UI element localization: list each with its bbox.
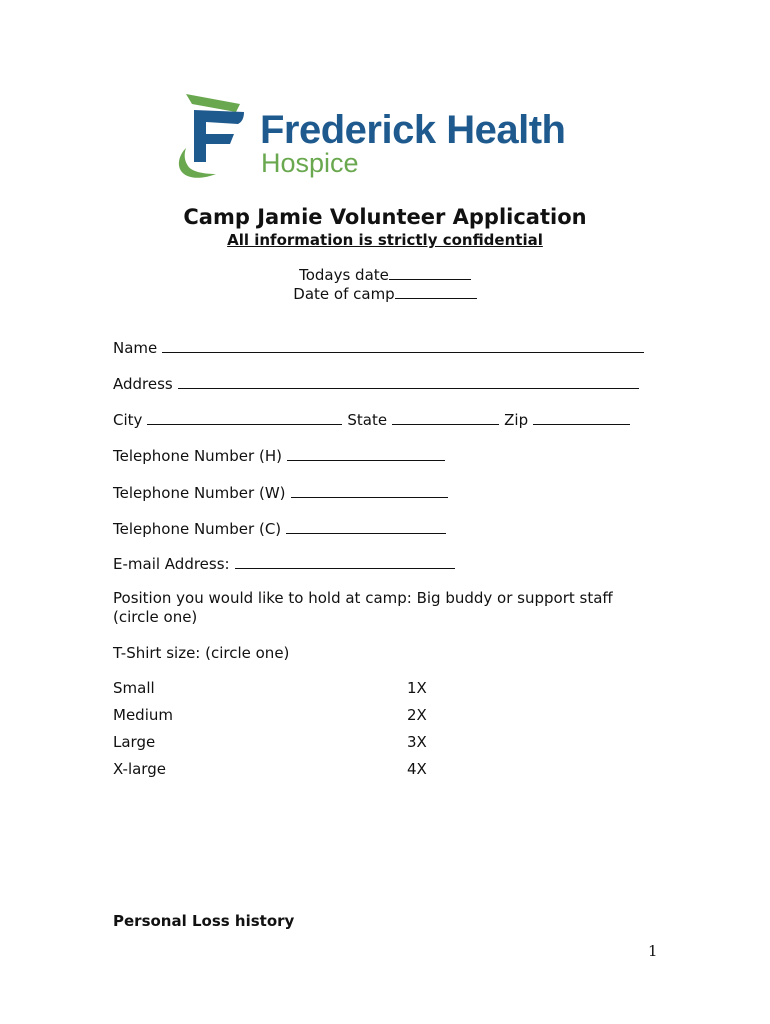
- size-option[interactable]: 1X: [407, 679, 427, 697]
- size-option[interactable]: Large: [113, 733, 156, 751]
- size-option[interactable]: 4X: [407, 760, 427, 778]
- tel-work-row: [113, 482, 448, 502]
- form-title: Camp Jamie Volunteer Application: [183, 205, 587, 229]
- name-label: Name: [113, 339, 158, 357]
- size-option[interactable]: 2X: [407, 706, 427, 724]
- tel-home-row: [113, 445, 445, 465]
- size-option[interactable]: 3X: [407, 733, 427, 751]
- address-label: Address: [113, 375, 173, 393]
- tel-work-label: Telephone Number (W): [113, 484, 286, 502]
- size-option[interactable]: Medium: [113, 706, 173, 724]
- tel-home-label: Telephone Number (H): [113, 447, 282, 465]
- todays-date-row: [0, 264, 770, 284]
- todays-date-field[interactable]: [389, 264, 471, 280]
- tel-cell-row: [113, 518, 446, 538]
- zip-field[interactable]: [533, 409, 630, 425]
- tel-cell-label: Telephone Number (C): [113, 520, 282, 538]
- address-row: [113, 373, 639, 393]
- form-subtitle: All information is strictly confidential: [227, 231, 543, 249]
- zip-label: Zip: [504, 411, 529, 429]
- page-number: 1: [648, 942, 658, 960]
- city-state-zip-row: [113, 409, 630, 429]
- date-of-camp-row: [0, 283, 770, 303]
- city-field[interactable]: [147, 409, 342, 425]
- size-option[interactable]: Small: [113, 679, 155, 697]
- logo-name: Frederick Health: [260, 108, 566, 152]
- state-field[interactable]: [392, 409, 499, 425]
- position-question: Position you would like to hold at camp: Big buddy or support staff (circle one): [113, 589, 613, 626]
- email-row: [113, 553, 455, 573]
- name-row: [113, 337, 644, 357]
- frederick-health-logo: [176, 90, 596, 185]
- todays-date-label: Todays date: [299, 266, 389, 284]
- tshirt-label: T-Shirt size: (circle one): [113, 644, 290, 662]
- name-field[interactable]: [162, 337, 644, 353]
- tel-cell-field[interactable]: [286, 518, 446, 534]
- tel-work-field[interactable]: [291, 482, 448, 498]
- personal-loss-heading: Personal Loss history: [113, 912, 295, 930]
- address-field[interactable]: [178, 373, 639, 389]
- city-label: City: [113, 411, 143, 429]
- email-label: E-mail Address:: [113, 555, 230, 573]
- tel-home-field[interactable]: [287, 445, 445, 461]
- frederick-health-f-logo-icon: [176, 90, 248, 185]
- email-field[interactable]: [235, 553, 455, 569]
- size-option[interactable]: X-large: [113, 760, 166, 778]
- date-of-camp-field[interactable]: [395, 283, 477, 299]
- state-label: State: [347, 411, 388, 429]
- date-of-camp-label: Date of camp: [293, 285, 395, 303]
- logo-subtitle: Hospice: [261, 148, 359, 178]
